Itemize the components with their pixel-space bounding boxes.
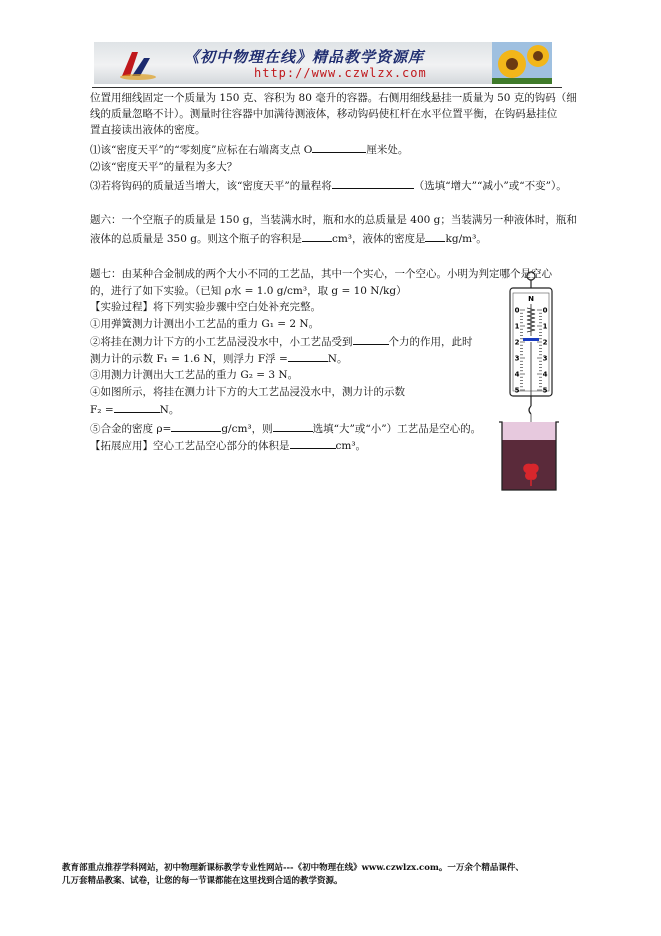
banner-url[interactable]: http://www.czwlzx.com bbox=[254, 66, 427, 80]
left-tick-label: 0 bbox=[514, 306, 520, 315]
answer-blank[interactable] bbox=[171, 420, 221, 432]
answer-blank[interactable] bbox=[353, 333, 389, 345]
question-2: ⑵该“密度天平”的量程为多大？ bbox=[90, 161, 238, 173]
scale-unit-label: N bbox=[528, 295, 534, 303]
q6-line-1: 题六：一个空瓶子的质量是 150 g，当装满水时，瓶和水的总质量是 400 g；当装满另一种液体时，瓶和 bbox=[90, 214, 577, 226]
q7-extension: 【拓展应用】空心工艺品空心部分的体积是 cm³。 bbox=[90, 437, 366, 454]
spring-scale-beaker-figure bbox=[493, 270, 563, 496]
scale-hook-ring bbox=[527, 272, 535, 280]
answer-blank[interactable] bbox=[288, 350, 328, 362]
banner-title: 《初中物理在线》精品教学资源库 bbox=[184, 48, 425, 66]
q7-line-1: 题七：由某种合金制成的两个大小不同的工艺品，其中一个实心，一个空心。小明为判定哪个是空心 bbox=[90, 268, 552, 280]
left-tick-label: 4 bbox=[514, 370, 520, 379]
intro-line-1: 位置用细线固定一个质量为 150 克、容积为 80 毫升的容器。右侧用细线悬挂一质量为 50 克的钩码（细 bbox=[90, 92, 577, 104]
q7-step-2: ②将挂在测力计下方的小工艺品浸没水中，小工艺品受到 个力的作用，此时 bbox=[90, 333, 473, 350]
q7-step-1: ①用弹簧测力计测出小工艺品的重力 G₁ = 2 N。 bbox=[90, 318, 320, 330]
q7-step-5: ⑤合金的密度 ρ= g/cm³，则 选填“大”或“小”）工艺品是空心的。 bbox=[90, 420, 481, 437]
site-logo-icon bbox=[118, 48, 158, 80]
left-tick-label: 2 bbox=[514, 338, 520, 347]
intro-line-3: 置直接读出液体的密度。 bbox=[90, 124, 206, 136]
right-tick-label: 1 bbox=[542, 322, 548, 331]
answer-blank[interactable] bbox=[332, 177, 414, 189]
beaker-air-region bbox=[502, 422, 556, 440]
left-tick-label: 1 bbox=[514, 322, 520, 331]
right-tick-label: 0 bbox=[542, 306, 548, 315]
header-rule bbox=[92, 87, 562, 88]
question-3: ⑶若将钩码的质量适当增大，该“密度天平”的量程将 （选填“增大”“减小”或“不变”）。 bbox=[90, 177, 567, 194]
left-tick-label: 5 bbox=[514, 386, 520, 395]
q7-step-4: ④如图所示，将挂在测力计下方的大工艺品浸没水中，测力计的示数 bbox=[90, 386, 405, 398]
craft-object bbox=[523, 464, 538, 480]
q7-process: 【实验过程】将下列实验步骤中空白处补充完整。 bbox=[90, 301, 321, 313]
header-banner bbox=[94, 42, 552, 84]
answer-blank[interactable] bbox=[302, 230, 332, 242]
q6-line-2: 液体的总质量是 350 g。则这个瓶子的容积是 cm³，液体的密度是 kg/m³。 bbox=[90, 230, 487, 247]
intro-line-2: 线的质量忽略不计）。测量时往容器中加满待测液体，移动钩码使杠杆在水平位置平衡，在钩码悬挂位 bbox=[90, 108, 558, 120]
q7-step-4-cont: F₂ = N。 bbox=[90, 401, 179, 418]
answer-blank[interactable] bbox=[290, 437, 336, 449]
answer-blank[interactable] bbox=[114, 401, 160, 413]
scale-bottom-hook bbox=[529, 406, 531, 414]
left-tick-label: 3 bbox=[514, 354, 520, 363]
answer-blank[interactable] bbox=[273, 420, 313, 432]
q7-step-3: ③用测力计测出大工艺品的重力 G₂ = 3 N。 bbox=[90, 369, 299, 381]
q7-step-2-cont: 测力计的示数 F₁ = 1.6 N，则浮力 F浮 = N。 bbox=[90, 350, 347, 367]
answer-blank[interactable] bbox=[312, 141, 366, 153]
right-tick-label: 3 bbox=[542, 354, 548, 363]
right-tick-label: 4 bbox=[542, 370, 548, 379]
right-tick-label: 2 bbox=[542, 338, 548, 347]
answer-blank[interactable] bbox=[425, 230, 445, 242]
page-footer: 教育部重点推荐学科网站，初中物理新课标教学专业性网站---《初中物理在线》www.czwlzx.com。一万余个精品课件、 几万套精品教案、试卷，让您的每一节课都能在这里找到合适的教学资源。 bbox=[62, 863, 524, 886]
right-tick-label: 5 bbox=[542, 386, 548, 395]
sunflower-icon bbox=[492, 42, 552, 84]
question-1: ⑴该“密度天平”的“零刻度”应标在右端离支点 O 厘米处。 bbox=[90, 141, 408, 158]
q7-line-2: 的，进行了如下实验。（已知 ρ水 = 1.0 g/cm³，取 g = 10 N/kg） bbox=[90, 285, 407, 297]
scale-pointer bbox=[523, 338, 539, 341]
